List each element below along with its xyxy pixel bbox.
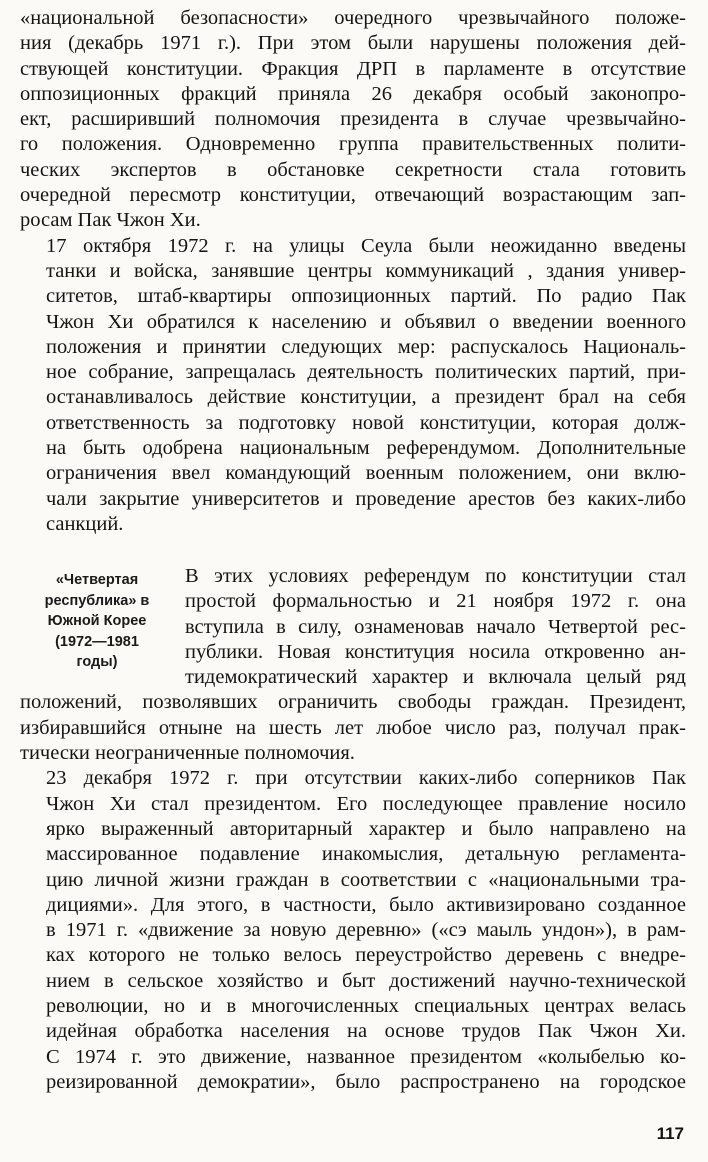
para4-line: ярко выраженный авторитарный характер и было направлено на [46,817,686,840]
para1-line: росам Пак Чжон Хи. [20,209,201,232]
para3_side-line: В этих условиях референдум по конституции стал [185,565,686,587]
para3_side-line: простой формальностью и 21 ноября 1972 г. она [185,590,686,613]
para2-line: положения и принятии следующих мер: распускалось Националь- [46,335,686,358]
paragraph-1 [20,6,686,234]
para2-line: ное собрание, запрещалась деятельность политических партий, при- [46,361,686,384]
para1-line: ект, расширивший полномочия президента в случае чрезвычайно- [20,108,686,131]
para4-line: массированное подавление инакомыслия, детальную регламента- [46,843,686,866]
para4-line: революции, но и в многочисленных специальных центрах велась [46,995,686,1018]
para4-line: Чжон Хи стал президентом. Его последующее правление носило [46,792,686,815]
sidenote-line: годы) [76,654,118,670]
para3_side-line: тидемократический характер и включала целый ряд [185,666,686,689]
text-block-bottom [20,564,686,1095]
paragraph-2 [20,234,686,538]
para2-line: Чжон Хи обратился к населению и объявил о введении военного [46,310,686,333]
para2-line: ситетов, штаб-квартиры оппозиционных партий. По радио Пак [46,285,686,308]
para2-line: чали закрытие университетов и проведение арестов без каких-либо [46,487,686,510]
para1-line: ствующей конституции. Фракция ДРП в парламенте в отсутствие [20,57,686,80]
paragraph-4 [20,766,686,1095]
para4-line: С 1974 г. это движение, названное президентом «колыбелью ко- [46,1045,686,1068]
para2-line: ограничения ввел командующий военным положением, они вклю- [46,462,686,485]
para4-line: ках которого не только велось переустройство деревень с внедре- [46,944,686,967]
sidenote-line: (1972—1981 [55,633,139,650]
para3_full-line: тически неограниченные полномочия. [20,742,355,765]
sidenote-line: Южной Корее [47,613,147,629]
para4-line: нием в сельское хозяйство и быт достижений научно-технической [46,969,686,992]
sidenote-line: «Четвертая [55,572,139,588]
para2-line: ответственность за подготовку новой конституции, которая долж- [46,411,686,434]
para3_full-line: положений, позволявших ограничить свободы граждан. Президент, [20,691,686,714]
para1-line: «национальной безопасности» очередного чрезвычайного положе- [20,7,686,29]
para3_side-line: вступила в силу, ознаменовав начало Четвертой рес- [185,615,686,638]
sidenote-line: республика» в [44,592,150,609]
paragraph-3-continued [20,690,686,766]
para2-line: на быть одобрена национальным референдумом. Дополнительные [46,437,686,460]
para2-line: танки и войска, занявшие центры коммуникаций , здания универ- [46,259,686,282]
para2-line: санкций. [46,512,124,535]
para3_side-line: публики. Новая конституция носила откровенно ан- [185,640,686,663]
para4-line: 23 декабря 1972 г. при отсутствии каких-либо соперников Пак [46,767,686,790]
para1-line: оппозиционных фракций приняла 26 декабря особый законопро- [20,82,686,105]
text-block-top [20,6,686,537]
para2-line: останавливалось действие конституции, а президент брал на себя [46,386,686,409]
para4-line: реизированной демократии», было распространено на городское [46,1070,686,1093]
para1-line: ческих экспертов в обстановке секретности стала готовить [20,158,686,181]
para1-line: очередной пересмотр конституции, отвечающий возрастающим зап- [20,184,686,207]
para1-line: ния (декабрь 1971 г.). При этом были нарушены положения дей- [20,32,686,55]
para1-line: го положения. Одновременно группа правительственных полити- [20,133,686,156]
paragraph-3-beside-heading [185,564,686,690]
para4-line: дициями». Для этого, в частности, было активизировано созданное [46,893,686,916]
page-number: 117 [656,1124,684,1143]
para2-line: 17 октября 1972 г. на улицы Сеула были неожиданно введены [46,234,686,257]
para4-line: цию личной жизни граждан в соответствии с «национальными тра- [46,868,686,891]
para4-line: в 1971 г. «движение за новую деревню» («сэ маыль ундон»), в рам- [46,919,686,942]
para4-line: идейная обработка населения на основе трудов Пак Чжон Хи. [46,1020,686,1043]
para3_full-line: избиравшийся отныне на шесть лет любое число раз, получал прак- [20,716,686,739]
